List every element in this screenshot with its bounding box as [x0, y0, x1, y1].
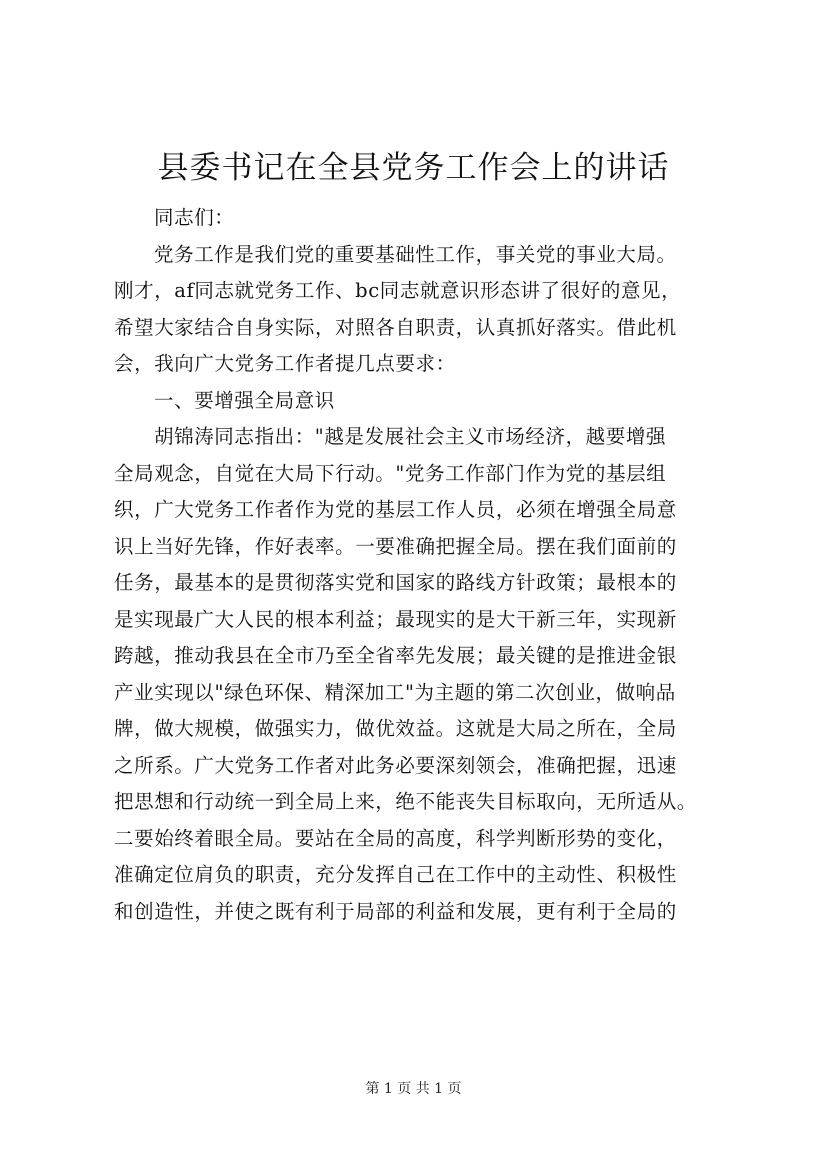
document-body	[114, 200, 754, 930]
paragraph-line: 把思想和行动统一到全局上来，绝不能丧失目标取向，无所适从。	[114, 790, 697, 813]
paragraph-line: 准确定位肩负的职责，充分发挥自己在工作中的主动性、积极性	[114, 863, 677, 886]
paragraph-line: 产业实现以"绿色环保、精深加工"为主题的第二次创业，做响品	[114, 680, 676, 704]
paragraph-line: 牌，做大规模，做强实力，做优效益。这就是大局之所在，全局	[114, 717, 677, 740]
paragraph-line: 跨越，推动我县在全市乃至全省率先发展；最关键的是推进金银	[114, 644, 677, 667]
document-title: 县委书记在全县党务工作会上的讲话	[157, 150, 670, 186]
page-number-footer: 第 1 页 共 1 页	[365, 1081, 462, 1097]
paragraph-line: 党务工作是我们党的重要基础性工作，事关党的事业大局。	[154, 242, 677, 266]
paragraph-line: 二要始终着眼全局。要站在全局的高度，科学判断形势的变化，	[114, 826, 677, 850]
paragraph-line: 会，我向广大党务工作者提几点要求：	[114, 352, 456, 375]
paragraph-line: 希望大家结合自身实际，对照各自职责，认真抓好落实。借此机	[114, 315, 677, 339]
paragraph-line: 之所系。广大党务工作者对此务必要深刻领会，准确把握，迅速	[114, 753, 677, 777]
paragraph-line: 织，广大党务工作者作为党的基层工作人员，必须在增强全局意	[114, 498, 677, 521]
paragraph-line: 刚才，af同志就党务工作、bc同志就意识形态讲了很好的意见，	[114, 279, 682, 302]
salutation-line: 同志们：	[154, 206, 235, 229]
paragraph-line: 胡锦涛同志指出："越是发展社会主义市场经济，越要增强	[154, 425, 667, 448]
paragraph-line: 识上当好先锋，作好表率。一要准确把握全局。摆在我们面前的	[114, 534, 677, 558]
paragraph-line: 是实现最广大人民的根本利益；最现实的是大干新三年，实现新	[114, 607, 677, 631]
section-heading: 一、要增强全局意识	[154, 388, 335, 412]
paragraph-line: 任务，最基本的是贯彻落实党和国家的路线方针政策；最根本的	[114, 571, 677, 594]
paragraph-line: 和创造性，并使之既有利于局部的利益和发展，更有利于全局的	[114, 899, 677, 923]
paragraph-line: 全局观念，自觉在大局下行动。"党务工作部门作为党的基层组	[114, 461, 667, 485]
